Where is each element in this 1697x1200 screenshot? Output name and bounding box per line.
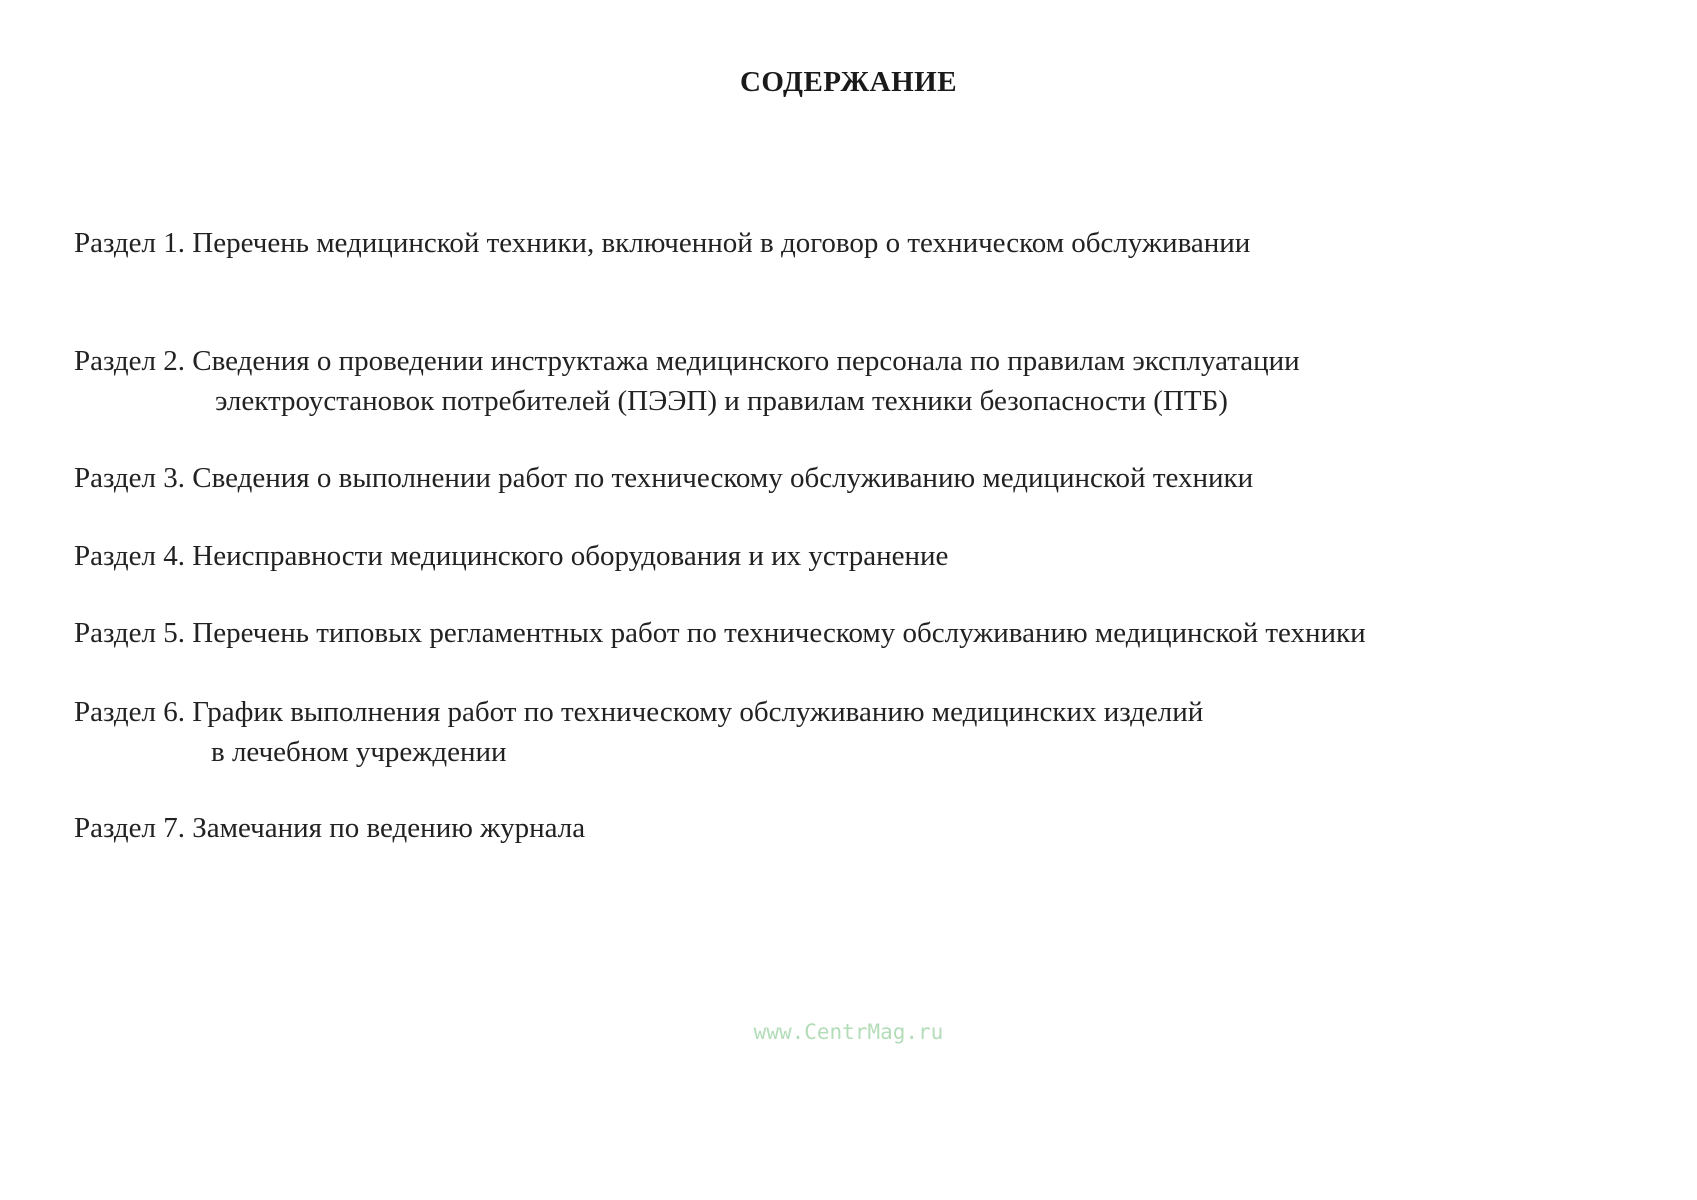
toc-entry-text: Раздел 4. Неисправности медицинского оборудования и их устранение <box>74 540 949 572</box>
toc-entry-continuation: в лечебном учреждении <box>211 736 507 768</box>
toc-entry-section-2 <box>74 341 1300 421</box>
toc-entry-section-6 <box>74 692 1203 772</box>
toc-entry-text: Раздел 7. Замечания по ведению журнала <box>74 812 586 844</box>
toc-entry-text: Раздел 5. Перечень типовых регламентных работ по техническому обслуживанию медицинской техники <box>74 617 1366 649</box>
toc-entry-text: Раздел 2. Сведения о проведении инструктажа медицинского персонала по правилам эксплуатации <box>74 345 1300 377</box>
toc-entry-section-5 <box>74 613 1366 653</box>
toc-entry-text: Раздел 6. График выполнения работ по техническому обслуживанию медицинских изделий <box>74 696 1204 728</box>
toc-entry-section-4 <box>74 536 948 576</box>
toc-entry-section-3 <box>74 458 1253 498</box>
toc-entry-section-1 <box>74 223 1250 263</box>
toc-entry-text: Раздел 1. Перечень медицинской техники, включенной в договор о техническом обслуживании <box>74 227 1251 259</box>
toc-entry-text: Раздел 3. Сведения о выполнении работ по техническому обслуживанию медицинской техники <box>74 462 1254 494</box>
watermark: www.CentrMag.ru <box>753 1020 944 1044</box>
toc-entry-section-7 <box>74 808 585 848</box>
page-title: СОДЕРЖАНИЕ <box>739 66 958 98</box>
toc-entry-continuation: электроустановок потребителей (ПЭЭП) и правилам техники безопасности (ПТБ) <box>215 385 1228 417</box>
